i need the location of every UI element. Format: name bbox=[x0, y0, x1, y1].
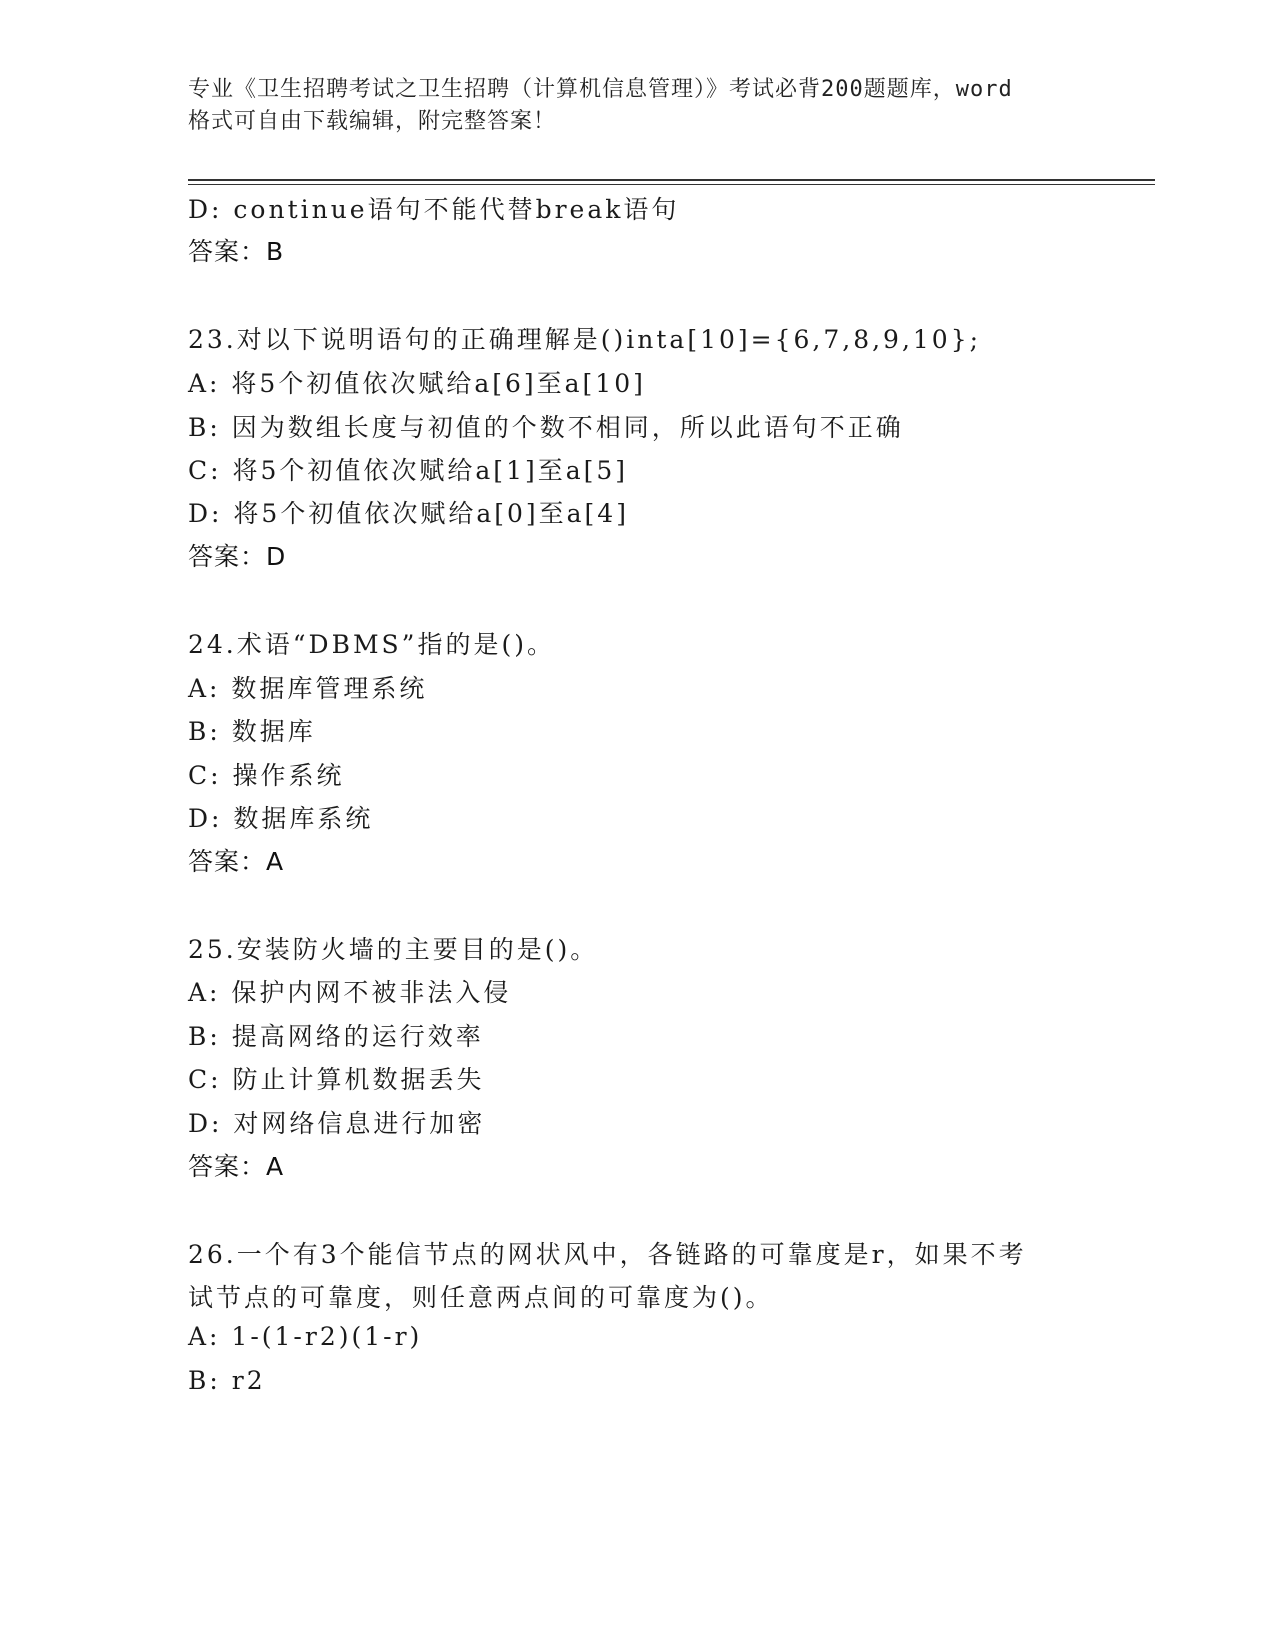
q26-option-b: B: r2 bbox=[188, 1366, 266, 1395]
q26-stem-line-2: 试节点的可靠度，则任意两点间的可靠度为()。 bbox=[188, 1283, 774, 1312]
q25-option-a: A: 保护内网不被非法入侵 bbox=[188, 978, 512, 1007]
header-rule-thin bbox=[188, 184, 1155, 185]
q24-option-b: B: 数据库 bbox=[188, 717, 316, 746]
document-header bbox=[188, 74, 1088, 138]
header-line-1: 专业《卫生招聘考试之卫生招聘（计算机信息管理）》考试必背200题题库，word bbox=[188, 77, 1013, 102]
q26-stem-line-1: 26.一个有3个能信节点的网状风中，各链路的可靠度是r，如果不考 bbox=[188, 1240, 1027, 1269]
q23-option-c: C: 将5个初值依次赋给a[1]至a[5] bbox=[188, 456, 629, 485]
q26-option-a: A: 1-(1-r2)(1-r) bbox=[188, 1322, 423, 1351]
q25-option-b: B: 提高网络的运行效率 bbox=[188, 1022, 484, 1051]
q22-answer: 答案：B bbox=[188, 237, 285, 266]
q25-answer: 答案：A bbox=[188, 1152, 285, 1181]
q25-option-d: D: 对网络信息进行加密 bbox=[188, 1109, 486, 1138]
q25-stem: 25.安装防火墙的主要目的是()。 bbox=[188, 935, 599, 964]
q23-answer: 答案：D bbox=[188, 542, 287, 571]
q24-option-d: D: 数据库系统 bbox=[188, 804, 374, 833]
q24-answer: 答案：A bbox=[188, 847, 285, 876]
q24-option-c: C: 操作系统 bbox=[188, 761, 345, 790]
header-rule-thick bbox=[188, 179, 1155, 181]
q23-option-d: D: 将5个初值依次赋给a[0]至a[4] bbox=[188, 499, 629, 528]
q23-option-a: A: 将5个初值依次赋给a[6]至a[10] bbox=[188, 369, 646, 398]
q23-option-b: B: 因为数组长度与初值的个数不相同，所以此语句不正确 bbox=[188, 413, 904, 442]
q22-option-d: D: continue语句不能代替break语句 bbox=[188, 195, 680, 224]
q25-option-c: C: 防止计算机数据丢失 bbox=[188, 1065, 485, 1094]
q24-option-a: A: 数据库管理系统 bbox=[188, 674, 428, 703]
header-line-2: 格式可自由下载编辑，附完整答案！ bbox=[188, 109, 557, 134]
q23-stem: 23.对以下说明语句的正确理解是()inta[10]={6,7,8,9,10}; bbox=[188, 325, 982, 354]
q24-stem: 24.术语“DBMS”指的是()。 bbox=[188, 630, 555, 659]
